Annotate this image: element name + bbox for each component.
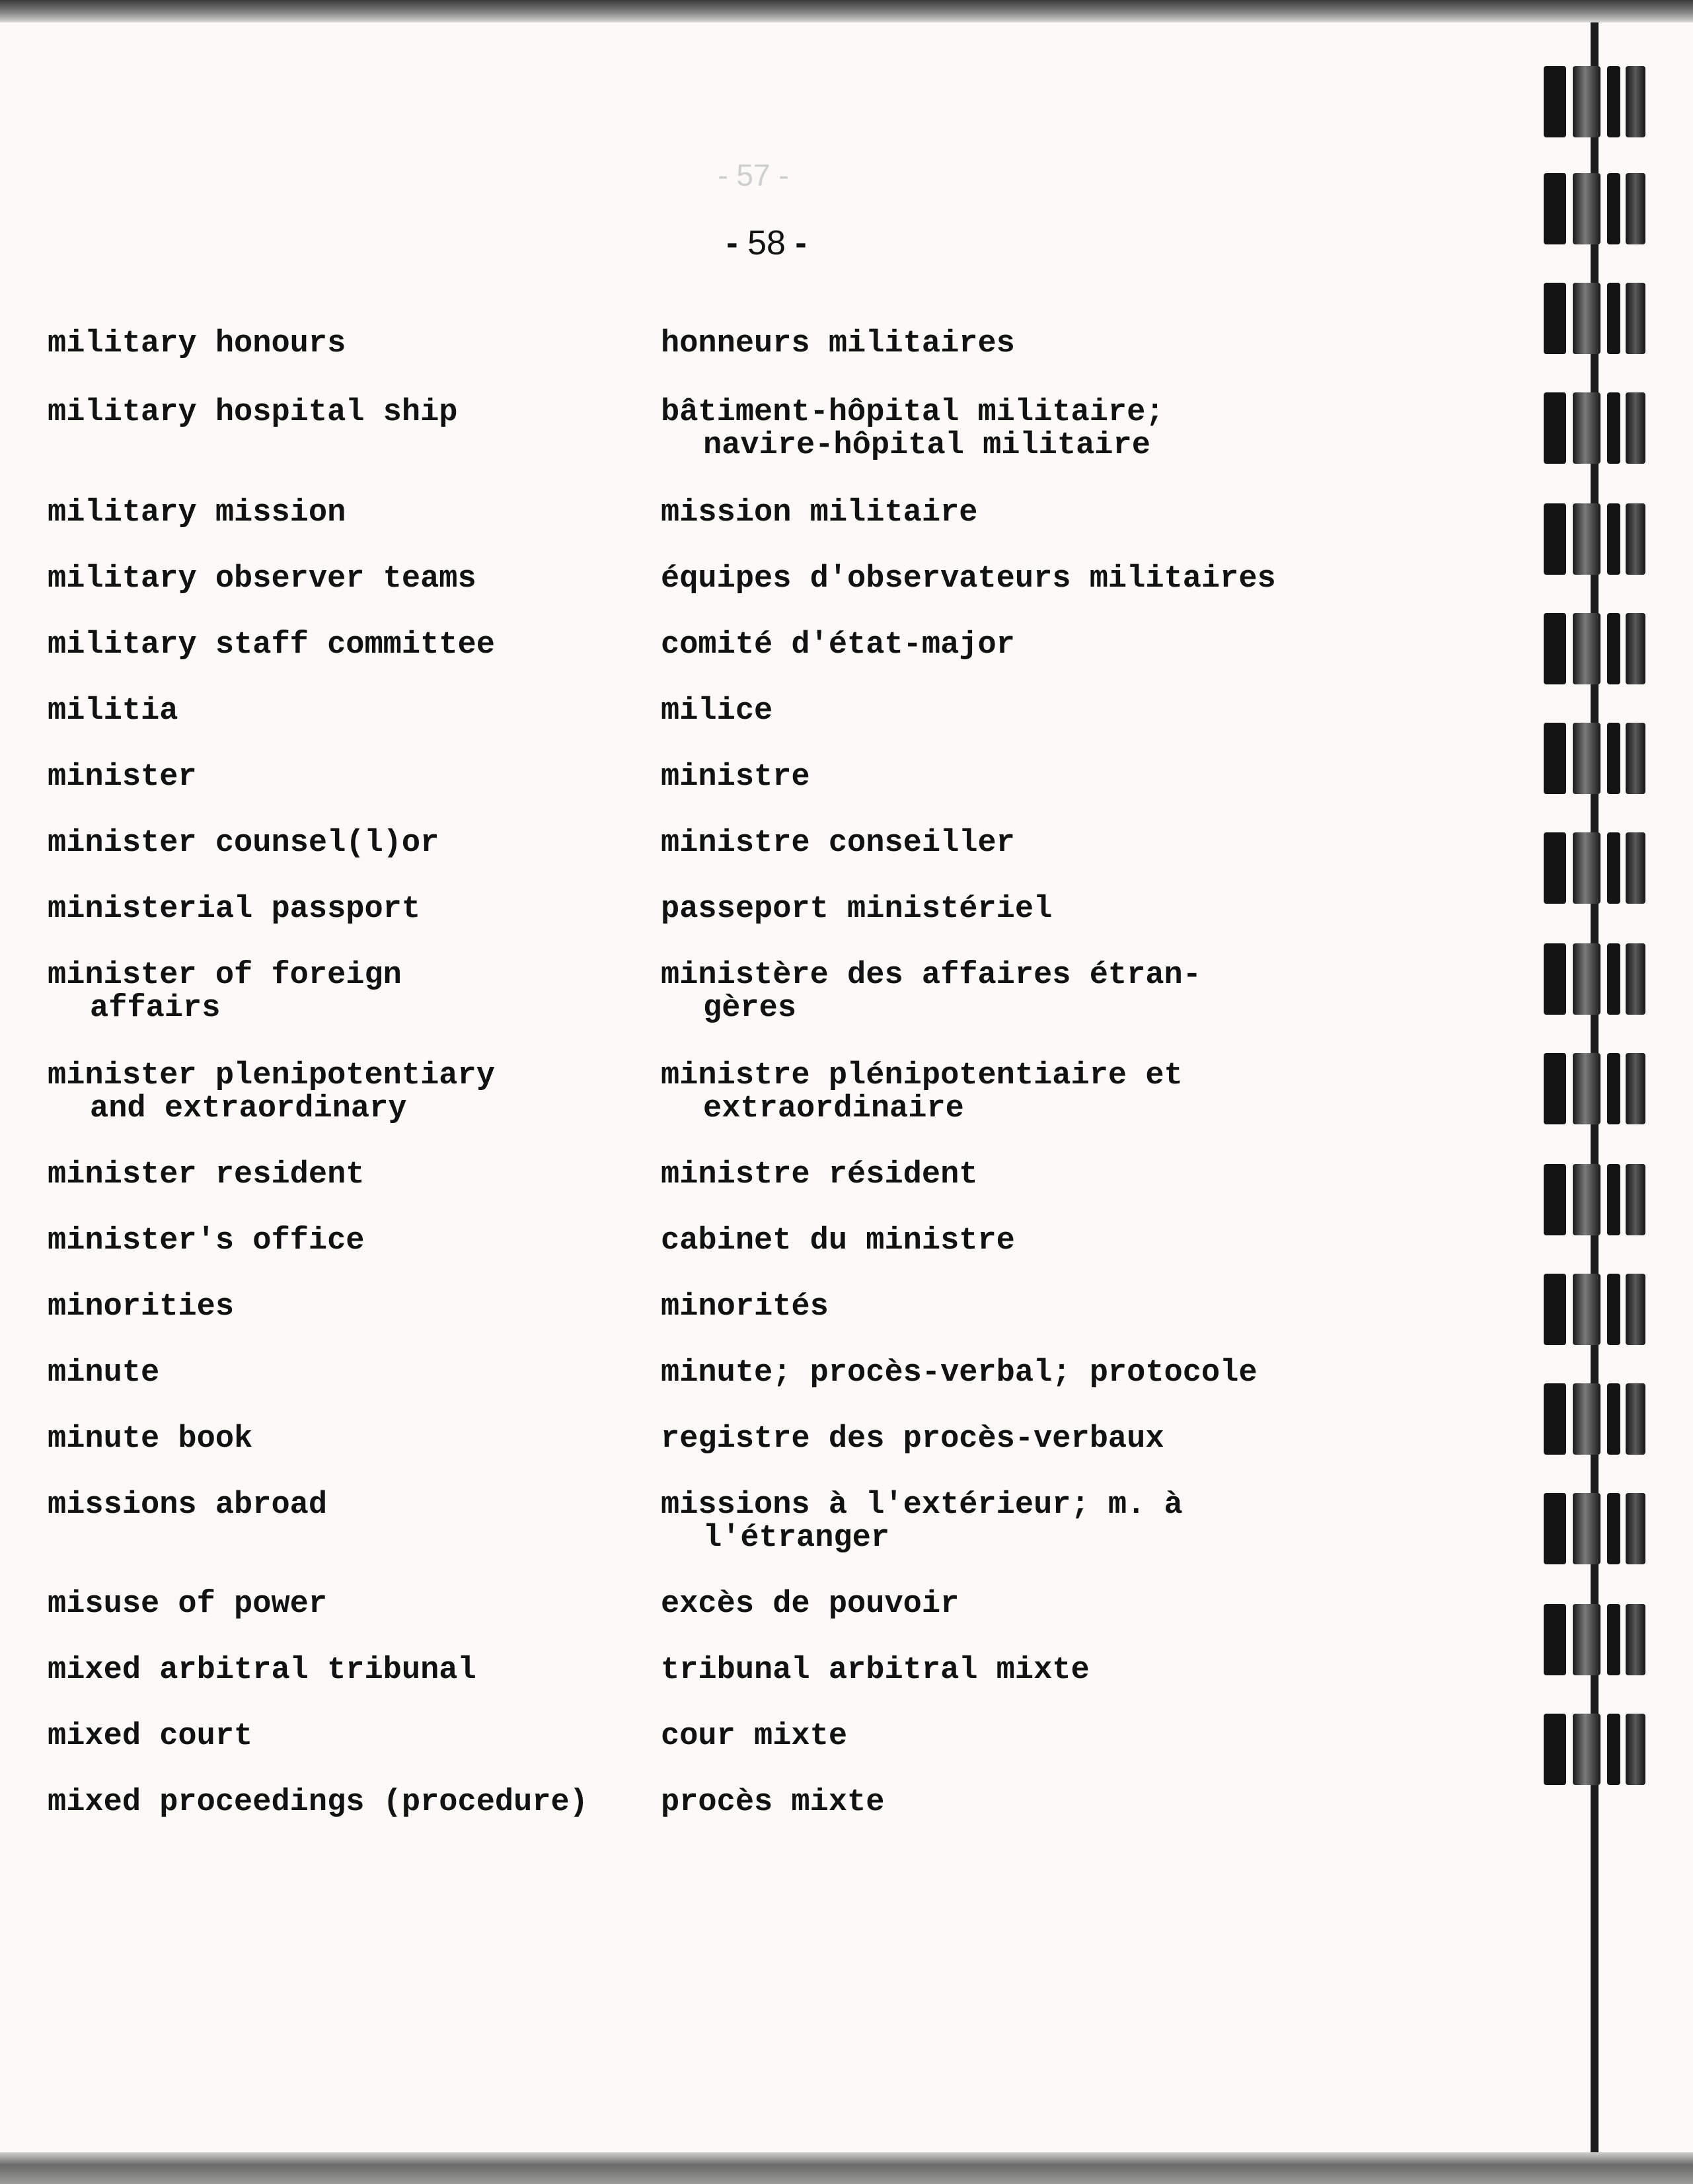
french-term xyxy=(661,959,1507,1025)
french-term-line: équipes d'observateurs militaires xyxy=(661,562,1276,597)
french-term-line: ministre résident xyxy=(661,1157,978,1192)
french-term-line: minute; procès-verbal; protocole xyxy=(661,1356,1258,1391)
french-term xyxy=(661,1786,1507,1819)
french-term-line: comité d'état-major xyxy=(661,628,1015,663)
english-term xyxy=(48,1060,662,1126)
french-term xyxy=(661,1225,1507,1258)
french-term xyxy=(661,1588,1507,1621)
french-term-line: ministre plénipotentiaire et xyxy=(661,1058,1183,1093)
english-term xyxy=(48,1720,662,1753)
english-term-line: minister of foreign xyxy=(48,958,402,993)
english-term xyxy=(48,827,662,860)
french-term xyxy=(661,629,1507,662)
english-term xyxy=(48,629,662,662)
french-term-line: passeport ministériel xyxy=(661,892,1053,927)
english-term-line: missions abroad xyxy=(48,1488,328,1523)
english-term-line: minute book xyxy=(48,1422,253,1457)
french-term xyxy=(661,1357,1507,1390)
english-term-line: military honours xyxy=(48,326,346,361)
english-term-line: misuse of power xyxy=(48,1587,328,1622)
english-term-line: military mission xyxy=(48,495,346,530)
bleed-through-page-number: - 57 - xyxy=(718,158,789,192)
french-term xyxy=(661,497,1507,530)
scan-bottom-edge xyxy=(0,2152,1693,2184)
english-term-line: minister's office xyxy=(48,1223,365,1258)
english-term-line: mixed arbitral tribunal xyxy=(48,1653,476,1688)
french-term-line: milice xyxy=(661,694,773,729)
english-term xyxy=(48,1423,662,1456)
french-term xyxy=(661,695,1507,728)
french-term-line: registre des procès-verbaux xyxy=(661,1422,1164,1457)
french-term-line: ministre xyxy=(661,760,810,795)
french-term xyxy=(661,1654,1507,1687)
french-term xyxy=(661,1159,1507,1192)
english-term xyxy=(48,1291,662,1324)
english-term-line: military observer teams xyxy=(48,562,476,597)
english-term-line: minister resident xyxy=(48,1157,365,1192)
english-term-line: minister counsel(l)or xyxy=(48,826,439,861)
english-term xyxy=(48,1159,662,1192)
french-term xyxy=(661,827,1507,860)
english-term xyxy=(48,1357,662,1390)
french-term-line: cour mixte xyxy=(661,1719,848,1754)
french-term-line: excès de pouvoir xyxy=(661,1587,959,1622)
english-term-line: military hospital ship xyxy=(48,395,458,430)
french-term xyxy=(661,1423,1507,1456)
english-term-line: minute xyxy=(48,1356,160,1391)
french-term-line: missions à l'extérieur; m. à xyxy=(661,1488,1183,1523)
english-term xyxy=(48,1489,662,1522)
french-term xyxy=(661,1291,1507,1324)
french-term xyxy=(661,761,1507,794)
english-term-line: and extraordinary xyxy=(90,1091,407,1126)
english-term xyxy=(48,1654,662,1687)
english-term xyxy=(48,497,662,530)
english-term-line: mixed proceedings (procedure) xyxy=(48,1785,588,1820)
english-term xyxy=(48,563,662,596)
english-term xyxy=(48,1225,662,1258)
english-term-line: minister xyxy=(48,760,197,795)
english-term xyxy=(48,396,662,429)
french-term xyxy=(661,893,1507,926)
french-term xyxy=(661,396,1507,462)
french-term xyxy=(661,328,1507,361)
english-term-line: ministerial passport xyxy=(48,892,421,927)
french-term-line: minorités xyxy=(661,1290,829,1325)
french-term-line: gères xyxy=(703,991,797,1026)
page-number-dash-right: - xyxy=(795,224,807,262)
english-term xyxy=(48,1588,662,1621)
french-term-line: mission militaire xyxy=(661,495,978,530)
english-term xyxy=(48,761,662,794)
english-term xyxy=(48,1786,662,1819)
english-term-line: mixed court xyxy=(48,1719,253,1754)
english-term-line: minister plenipotentiary xyxy=(48,1058,495,1093)
page-number-dash-left: - xyxy=(726,224,738,262)
french-term xyxy=(661,1720,1507,1753)
english-term-line: minorities xyxy=(48,1290,235,1325)
french-term xyxy=(661,563,1507,596)
french-term-line: bâtiment-hôpital militaire; xyxy=(661,395,1164,430)
french-term-line: cabinet du ministre xyxy=(661,1223,1015,1258)
french-term-line: procès mixte xyxy=(661,1785,885,1820)
english-term xyxy=(48,328,662,361)
english-term-line: affairs xyxy=(90,991,221,1026)
french-term-line: l'étranger xyxy=(703,1521,890,1556)
page-number-value: 58 xyxy=(747,224,786,262)
english-term-line: military staff committee xyxy=(48,628,495,663)
english-term xyxy=(48,695,662,728)
french-term-line: ministère des affaires étran- xyxy=(661,958,1201,993)
french-term-line: tribunal arbitral mixte xyxy=(661,1653,1090,1688)
french-term-line: extraordinaire xyxy=(703,1091,964,1126)
french-term-line: honneurs militaires xyxy=(661,326,1015,361)
english-term-line: militia xyxy=(48,694,178,729)
french-term-line: navire-hôpital militaire xyxy=(703,428,1150,463)
english-term xyxy=(48,893,662,926)
french-term-line: ministre conseiller xyxy=(661,826,1015,861)
french-term xyxy=(661,1060,1507,1126)
french-term xyxy=(661,1489,1507,1555)
english-term xyxy=(48,959,662,1025)
